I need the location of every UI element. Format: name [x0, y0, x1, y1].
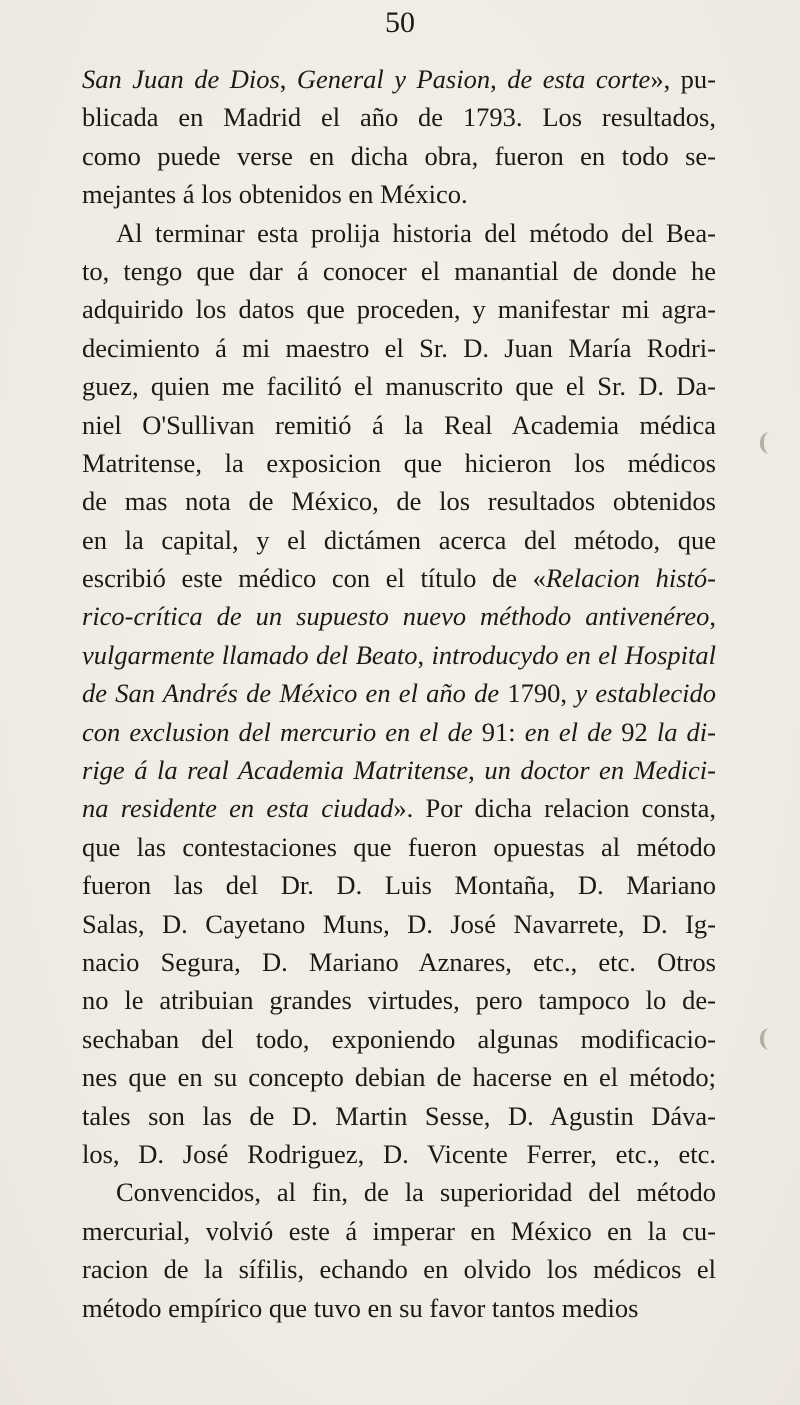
text-segment: que las contestaciones que fueron opuestas al método: [82, 831, 716, 862]
text-segment: no le atribuian grandes virtudes, pero tampoco lo de-: [82, 985, 716, 1016]
text-line: [82, 406, 716, 444]
text-line: [82, 1135, 716, 1173]
text-segment: nes que en su concepto debian de hacerse en el método;: [82, 1062, 716, 1093]
text-segment: como puede verse en dicha obra, fueron en todo se-: [82, 140, 716, 171]
text-segment: escribió este médico con el título de «: [82, 563, 546, 594]
italic-text-segment: San Juan de Dios: [82, 64, 280, 94]
text-line: [82, 521, 716, 559]
text-segment: los, D. José Rodriguez, D. Vicente Ferrer, etc., etc.: [82, 1138, 716, 1169]
text-segment: to, tengo que dar á conocer el manantial de donde he: [82, 255, 716, 286]
italic-text-segment: de San Andrés de México en el año de: [82, 678, 500, 709]
text-segment: 92: [612, 716, 657, 747]
text-line: [82, 60, 716, 98]
text-segment: sechaban del todo, exponiendo algunas modificacio-: [82, 1023, 716, 1054]
text-line: [82, 137, 716, 175]
italic-text-segment: General y Pasion: [296, 64, 491, 94]
text-line: [82, 751, 716, 789]
italic-text-segment: rico-crítica de un supuesto nuevo méthodo antivenéreo: [82, 601, 710, 632]
text-segment: método empírico que tuvo en su favor tantos medios: [82, 1292, 639, 1323]
italic-text-segment: vulgarmente llamado del Beato: [82, 639, 418, 670]
text-segment: ,: [468, 755, 485, 786]
text-segment: ,: [490, 64, 508, 94]
text-segment: en la capital, y el dictámen acerca del método, que: [82, 524, 716, 555]
italic-text-segment: con exclusion del mercurio en el de: [82, 716, 473, 747]
italic-text-segment: la di-: [656, 716, 716, 747]
text-segment: », pu-: [650, 64, 717, 94]
italic-text-segment: de esta corte: [507, 64, 651, 94]
body-text: [82, 60, 716, 1327]
text-segment: adquirido los datos que proceden, y manifestar mi agra-: [82, 294, 716, 325]
italic-text-segment: introducydo en el Hospital: [431, 639, 716, 670]
text-line: [82, 597, 716, 635]
text-segment: Convencidos, al fin, de la superioridad del método: [116, 1177, 716, 1208]
text-segment: nacio Segura, D. Mariano Aznares, etc., etc. Otros: [82, 946, 716, 977]
text-line: [82, 1097, 716, 1135]
italic-text-segment: un doctor en Medici-: [484, 755, 716, 786]
text-line: [82, 1212, 716, 1250]
text-segment: ,: [709, 601, 716, 632]
text-segment: mejantes á los obtenidos en México.: [82, 179, 468, 210]
text-segment: Matritense, la exposicion que hicieron los médicos: [82, 447, 716, 478]
text-segment: mercurial, volvió este á imperar en México en la cu-: [82, 1215, 716, 1246]
text-line: [82, 1289, 716, 1327]
text-segment: Salas, D. Cayetano Muns, D. José Navarrete, D. Ig-: [82, 908, 716, 939]
italic-text-segment: na residente en esta ciudad: [82, 793, 394, 824]
text-line: [82, 1020, 716, 1058]
text-line: [82, 252, 716, 290]
page-number: 50: [385, 6, 415, 39]
text-line: [82, 866, 716, 904]
text-segment: blicada en Madrid el año de 1793. Los resultados,: [82, 102, 716, 133]
margin-bracket-mark: [760, 1028, 774, 1050]
text-line: [82, 1250, 716, 1288]
text-line: [82, 713, 716, 751]
italic-text-segment: en el de: [524, 716, 613, 747]
text-segment: tales son las de D. Martin Sesse, D. Agustin Dáva-: [82, 1100, 716, 1131]
text-line: [82, 981, 716, 1019]
italic-text-segment: rige á la real Academia Matritense: [82, 755, 469, 786]
text-line: [82, 789, 716, 827]
text-line: [82, 674, 716, 712]
text-segment: Al terminar esta prolija historia del método del Bea-: [116, 217, 716, 248]
text-line: [82, 559, 716, 597]
text-line: [82, 1173, 716, 1211]
text-line: [82, 482, 716, 520]
text-segment: ». Por dicha relacion consta,: [393, 793, 716, 824]
text-line: [82, 175, 716, 213]
text-segment: guez, quien me facilitó el manuscrito que el Sr. D. Da-: [82, 371, 716, 402]
text-line: [82, 290, 716, 328]
text-segment: 91:: [472, 716, 525, 747]
text-line: [82, 905, 716, 943]
text-line: [82, 214, 716, 252]
italic-text-segment: Relacion histó-: [545, 563, 716, 594]
text-line: [82, 367, 716, 405]
text-line: [82, 329, 716, 367]
margin-bracket-mark: [760, 432, 774, 454]
text-segment: de mas nota de México, de los resultados obtenidos: [82, 486, 716, 517]
text-segment: niel O'Sullivan remitió á la Real Academia médica: [82, 409, 716, 440]
text-line: [82, 98, 716, 136]
italic-text-segment: y establecido: [575, 678, 717, 709]
text-segment: ,: [417, 639, 432, 670]
text-segment: fueron las del Dr. D. Luis Montaña, D. Mariano: [82, 870, 716, 901]
text-segment: 1790,: [499, 678, 576, 709]
text-segment: ,: [279, 64, 297, 94]
text-segment: decimiento á mi maestro el Sr. D. Juan María Rodri-: [82, 332, 716, 363]
text-line: [82, 636, 716, 674]
text-line: [82, 943, 716, 981]
text-line: [82, 444, 716, 482]
text-line: [82, 828, 716, 866]
text-line: [82, 1058, 716, 1096]
text-segment: racion de la sífilis, echando en olvido los médicos el: [82, 1254, 716, 1285]
